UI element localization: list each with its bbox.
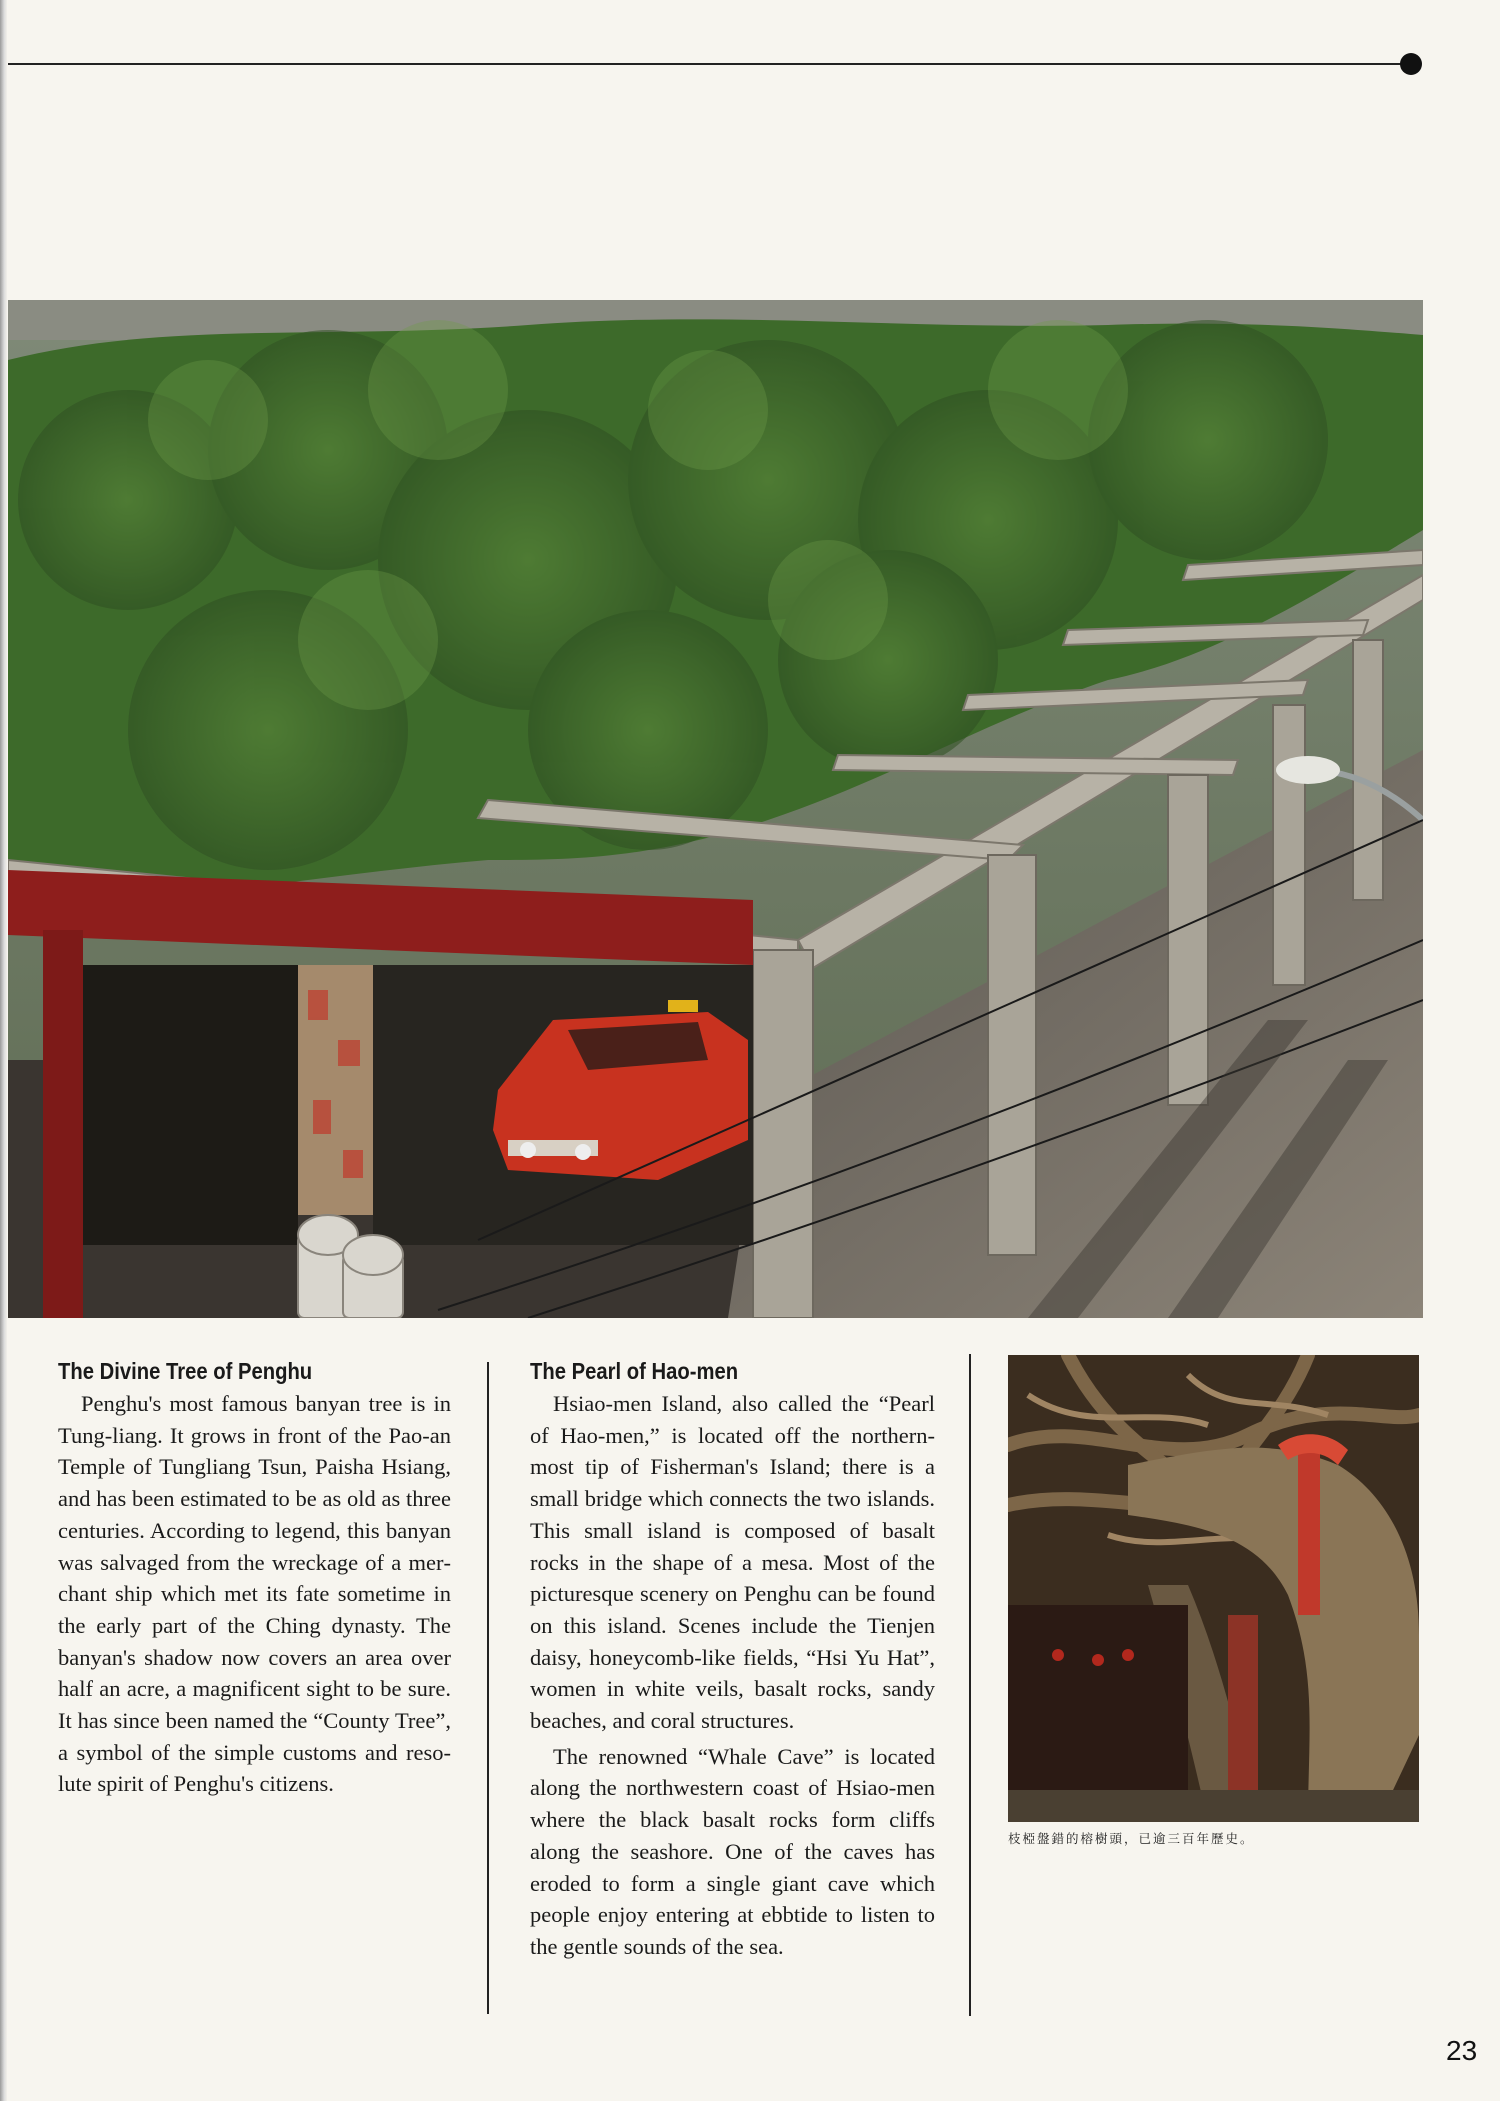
hero-photo-illustration: [8, 300, 1423, 1318]
page-spine-shadow: [0, 0, 7, 2101]
inset-photo-illustration: [1008, 1355, 1419, 1822]
article-paragraph: Penghu's most famous banyan tree is in Tung-liang. It grows in front of the Pao-an Temple of Tungliang Tsun, Paisha Hsiang, and has been estimated to be as old as three centuries. According to legend, this banyan was salvaged from the wreckage of a merchant ship which met its fate sometime in the early part of the Ching dynasty. The banyan's shadow now covers an area over half an acre, a magnificent sight to be sure. It has since been named the “County Tree”, a symbol of the simple customs and resolute spirit of Penghu's citizens.: [58, 1391, 451, 1797]
inset-caption: 枝椏盤錯的榕樹頭，已逾三百年歷史。: [1008, 1831, 1255, 1846]
article-paragraph: Hsiao-men Island, also called the “Pearl of Hao-men,” is located off the northernmost tip of Fisherman's Island; there is a small bridge which connects the two islands. This small island is composed of basalt rocks in the shape of a mesa. Most of the picturesque scenery on Penghu can be found on this island. Scenes include the Tienjen daisy, honeycomb-like fields, “Hsi Yu Hat”, women in white veils, basalt rocks, sandy beaches, and coral structures.: [530, 1391, 935, 1734]
inset-photo: [1008, 1355, 1419, 1822]
article-title: The Divine Tree of Penghu: [58, 1358, 313, 1384]
column-divider: [487, 1362, 489, 2014]
top-rule-dot: [1400, 53, 1422, 75]
article-title: The Pearl of Hao-men: [530, 1358, 739, 1384]
article-pearl-hao-men: [530, 1356, 935, 1963]
article-paragraph: The renowned “Whale Cave” is located along the northwestern coast of Hsiao-men where the black basalt rocks form cliffs along the seashore. One of the caves has eroded to form a single giant cave which people enjoy entering at ebbtide to listen to the gentle sounds of the sea.: [530, 1743, 935, 1959]
column-divider: [969, 1354, 971, 2016]
top-rule-line: [8, 63, 1410, 65]
article-divine-tree: [58, 1356, 451, 1800]
hero-photo: [8, 300, 1423, 1318]
page-number: 23: [1446, 2035, 1478, 2066]
